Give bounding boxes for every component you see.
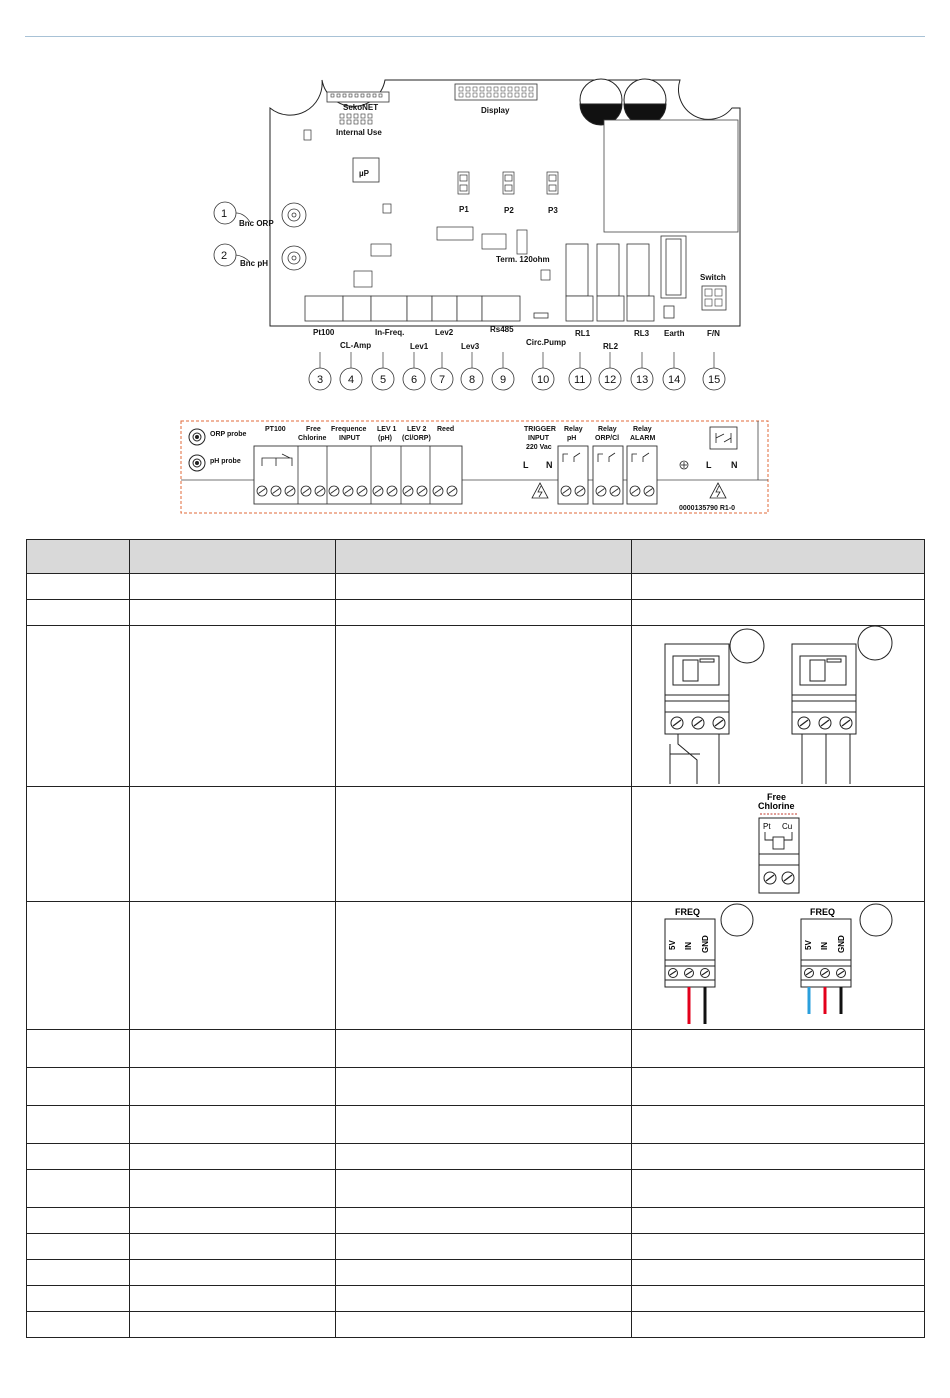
- relay-ph-heading-1: Relay: [564, 426, 583, 433]
- callout-3: 3: [317, 374, 324, 386]
- table-cell: [27, 1208, 130, 1234]
- table-cell: [632, 574, 925, 600]
- table-cell: [632, 1106, 925, 1144]
- pt100-heading: PT100: [265, 426, 286, 433]
- table-cell: [27, 626, 130, 787]
- trigger-heading-1: TRIGGER: [524, 426, 556, 433]
- table-cell: [27, 574, 130, 600]
- bnc-orp-label: Bnc ORP: [239, 219, 274, 228]
- table-cell: [27, 1068, 130, 1106]
- trigger-l-label: L: [523, 460, 529, 470]
- table-cell: [336, 1170, 632, 1208]
- callout-5: 5: [380, 374, 387, 386]
- table-cell: [632, 1170, 925, 1208]
- freq-pin-gnd-left: GND: [701, 935, 710, 953]
- free-chlorine-figure-cell: [632, 787, 925, 902]
- frequence-heading-2: INPUT: [339, 435, 360, 442]
- trigger-heading-2: INPUT: [528, 435, 549, 442]
- table-row: [27, 1068, 925, 1106]
- callout-circle: [721, 904, 753, 936]
- header-cell: [336, 540, 632, 574]
- table-cell: [130, 1170, 336, 1208]
- trigger-n-label: N: [546, 460, 553, 470]
- callout-8: 8: [469, 374, 476, 386]
- table-cell: [632, 600, 925, 626]
- table-cell: [632, 1312, 925, 1338]
- trigger-heading-3: 220 Vac: [526, 444, 552, 451]
- svg-text:1: 1: [221, 208, 228, 220]
- table-cell: [336, 600, 632, 626]
- terminal-label-strip: [180, 420, 772, 516]
- callout-9: 9: [500, 374, 507, 386]
- term-label: Term. 120ohm: [496, 255, 550, 264]
- table-cell: [130, 1030, 336, 1068]
- table-cell: [27, 1286, 130, 1312]
- table-row: [27, 1144, 925, 1170]
- bottom-terminal-blocks: [305, 296, 674, 321]
- mains-n-label: N: [731, 460, 738, 470]
- table-cell: [336, 902, 632, 1030]
- rs485-label: Rs485: [490, 325, 514, 334]
- relay-alarm-heading-2: ALARM: [630, 435, 656, 442]
- callout-6: 6: [411, 374, 418, 386]
- table-cell: [632, 1260, 925, 1286]
- table-cell: [130, 574, 336, 600]
- table-cell: [27, 1260, 130, 1286]
- free-chlorine-heading-1: Free: [306, 426, 321, 433]
- table-row: [27, 1208, 925, 1234]
- table-row: [27, 1106, 925, 1144]
- switch-symbol-icon: [710, 427, 737, 449]
- callout-4: 4: [348, 374, 355, 386]
- table-cell: [130, 1144, 336, 1170]
- table-row: [27, 1312, 925, 1338]
- table-cell: [336, 626, 632, 787]
- table-row: [27, 574, 925, 600]
- freq-pin-5v-left: 5V: [668, 940, 677, 950]
- table-cell: [130, 1208, 336, 1234]
- table-cell: [632, 1030, 925, 1068]
- table-cell: [336, 574, 632, 600]
- earth-icon: [680, 461, 688, 469]
- freq-fig-title-left: FREQ: [675, 907, 701, 917]
- freq-pin-gnd-right: GND: [837, 935, 846, 953]
- bottom-callouts: [309, 368, 725, 390]
- internal-use-label: Internal Use: [336, 128, 382, 137]
- table-cell: [130, 1234, 336, 1260]
- callout-14: 14: [668, 374, 681, 386]
- table-cell: [130, 902, 336, 1030]
- part-number: 0000135790 R1-0: [679, 505, 736, 512]
- callout-15: 15: [708, 374, 721, 386]
- table-cell: [27, 1234, 130, 1260]
- ph-probe-label: pH probe: [210, 458, 241, 465]
- table-row: [27, 600, 925, 626]
- lev1-heading-2: (pH): [378, 435, 392, 442]
- free-chlorine-fig-cu: Cu: [782, 822, 793, 831]
- relay-alarm-heading-1: Relay: [633, 426, 652, 433]
- in-freq-label: In-Freq.: [375, 328, 405, 337]
- table-row: [27, 1286, 925, 1312]
- rl1-label: RL1: [575, 329, 591, 338]
- lev2-heading-2: (Cl/ORP): [402, 435, 431, 442]
- callout-12: 12: [604, 374, 617, 386]
- table-cell: [632, 1208, 925, 1234]
- table-header-row: [27, 540, 925, 574]
- lev1-label: Lev1: [410, 342, 429, 351]
- switch-label: Switch: [700, 273, 726, 282]
- relay-orp-heading-2: ORP/Cl: [595, 435, 620, 442]
- orp-probe-label: ORP probe: [210, 431, 247, 438]
- table-cell: [27, 1144, 130, 1170]
- freq-pin-5v-right: 5V: [804, 940, 813, 950]
- table-cell: [130, 1286, 336, 1312]
- lev3-label: Lev3: [461, 342, 480, 351]
- table-cell: [27, 787, 130, 902]
- earth-label: Earth: [664, 329, 685, 338]
- pt100-wiring-figure-cell: [632, 626, 925, 787]
- header-cell: [27, 540, 130, 574]
- cl-amp-label: CL-Amp: [340, 341, 372, 350]
- svg-text:2: 2: [221, 250, 228, 262]
- relay-housings: [558, 446, 657, 504]
- table-cell: [632, 1234, 925, 1260]
- fn-label: F/N: [707, 329, 720, 338]
- circ-pump-label: Circ.Pump: [526, 338, 567, 347]
- circuit-board-diagram: [205, 75, 750, 395]
- frequence-heading-1: Frequence: [331, 426, 367, 433]
- table-cell: [336, 787, 632, 902]
- reed-heading: Reed: [437, 426, 455, 433]
- freq-pin-in-right: IN: [820, 942, 829, 950]
- switch-block: [702, 286, 726, 310]
- rl3-label: RL3: [634, 329, 650, 338]
- table-cell: [130, 600, 336, 626]
- mains-l-label: L: [706, 460, 712, 470]
- header-cell: [130, 540, 336, 574]
- free-chlorine-fig-title-1: Free: [767, 792, 787, 802]
- bnc-ph-label: Bnc pH: [240, 259, 268, 268]
- transformer: [604, 120, 738, 232]
- table-row: [27, 1170, 925, 1208]
- freq-fig-title-right: FREQ: [810, 907, 836, 917]
- table-row: [27, 1260, 925, 1286]
- table-cell: [130, 1260, 336, 1286]
- header-rule: [25, 36, 925, 37]
- side-callout-1: [214, 202, 274, 228]
- table-cell: [27, 1312, 130, 1338]
- p1-label: P1: [459, 205, 469, 214]
- table-row: [27, 1030, 925, 1068]
- table-row: [27, 902, 925, 1030]
- relay-orp-heading-1: Relay: [598, 426, 617, 433]
- up-label: µP: [359, 169, 369, 178]
- free-chlorine-fig-title-2: Chlorine: [758, 801, 795, 811]
- table-cell: [632, 1144, 925, 1170]
- table-cell: [27, 600, 130, 626]
- table-cell: [336, 1068, 632, 1106]
- p2-label: P2: [504, 206, 514, 215]
- display-connector: [455, 84, 537, 100]
- callout-7: 7: [439, 374, 446, 386]
- table-cell: [27, 1170, 130, 1208]
- rl2-label: RL2: [603, 342, 619, 351]
- freq-wiring-figure: [632, 902, 924, 1029]
- table-cell: [336, 1286, 632, 1312]
- callout-11: 11: [574, 374, 586, 386]
- pt100-wiring-figure: [632, 626, 924, 786]
- callout-circle: [860, 904, 892, 936]
- connection-table: [26, 539, 925, 1338]
- freq-wiring-figure-cell: [632, 902, 925, 1030]
- free-chlorine-heading-2: Chlorine: [298, 435, 327, 442]
- header-cell: [632, 540, 925, 574]
- table-cell: [130, 787, 336, 902]
- table-cell: [130, 1106, 336, 1144]
- table-cell: [336, 1260, 632, 1286]
- table-cell: [336, 1144, 632, 1170]
- pt100-label: Pt100: [313, 328, 335, 337]
- table-cell: [130, 1068, 336, 1106]
- freq-pin-in-left: IN: [684, 942, 693, 950]
- left-terminal-housing: [254, 446, 462, 504]
- side-callout-2: [214, 244, 268, 268]
- relay-ph-heading-2: pH: [567, 435, 577, 442]
- table-cell: [336, 1106, 632, 1144]
- callout-13: 13: [636, 374, 649, 386]
- display-label: Display: [481, 106, 510, 115]
- lev1-heading-1: LEV 1: [377, 426, 397, 433]
- table-row: [27, 787, 925, 902]
- callout-circle: [730, 629, 764, 663]
- table-cell: [130, 626, 336, 787]
- table-cell: [336, 1312, 632, 1338]
- lev2-label: Lev2: [435, 328, 454, 337]
- callout-10: 10: [537, 374, 550, 386]
- p3-label: P3: [548, 206, 558, 215]
- table-cell: [632, 1286, 925, 1312]
- table-cell: [27, 902, 130, 1030]
- free-chlorine-fig-pt: Pt: [763, 822, 771, 831]
- relays: [566, 244, 649, 296]
- table-cell: [632, 1068, 925, 1106]
- table-cell: [130, 1312, 336, 1338]
- table-cell: [27, 1106, 130, 1144]
- table-cell: [27, 1030, 130, 1068]
- table-cell: [336, 1208, 632, 1234]
- table-cell: [336, 1234, 632, 1260]
- table-cell: [336, 1030, 632, 1068]
- sekonet-label: SekoNET: [343, 103, 379, 112]
- table-row: [27, 626, 925, 787]
- free-chlorine-figure: [632, 787, 924, 901]
- lev2-heading-1: LEV 2: [407, 426, 427, 433]
- callout-circle: [858, 626, 892, 660]
- table-row: [27, 1234, 925, 1260]
